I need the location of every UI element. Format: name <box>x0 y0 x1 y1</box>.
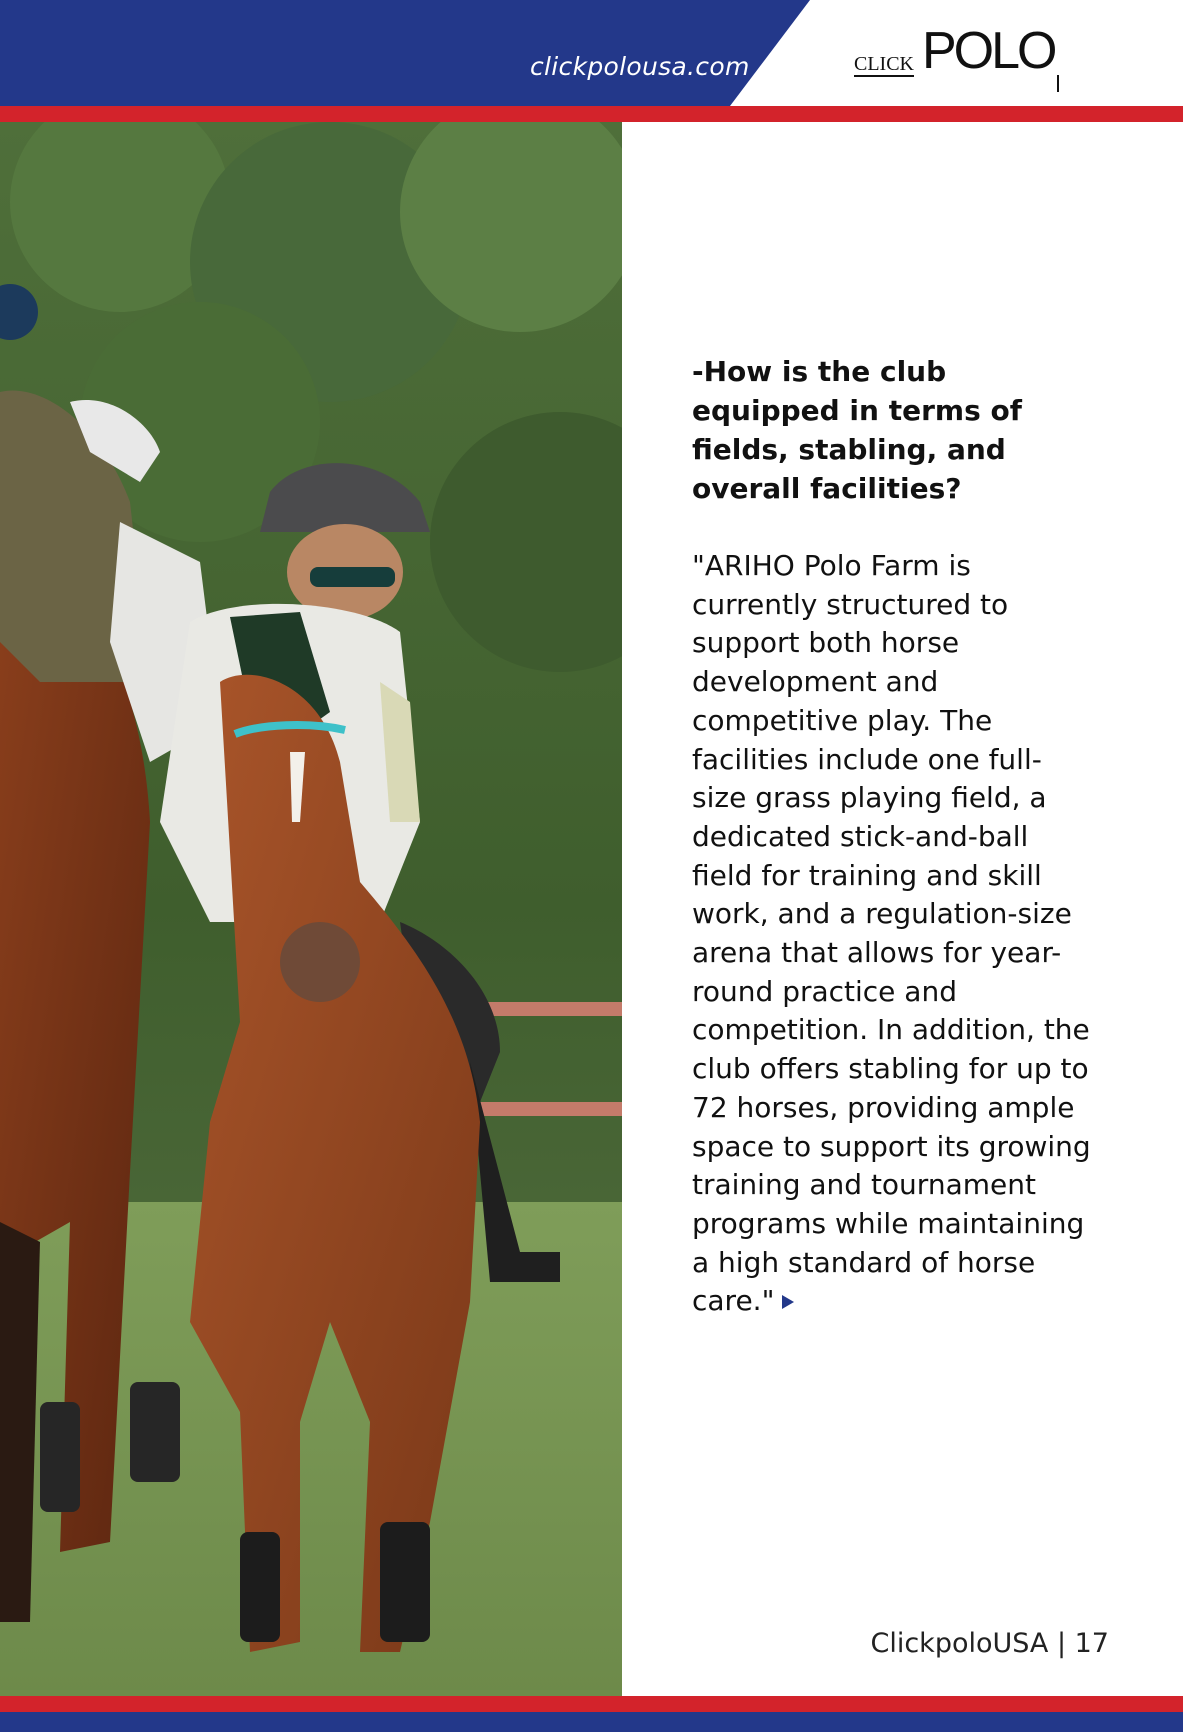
answer-text: "ARIHO Polo Farm is currently structured to support both horse development and competitive play. The facilities include one full-size grass playing field, a dedicated stick-and-ball field for training and skill work, and a regulation-size arena that allows for year-round practice and competition. In addition, the club offers stabling for up to 72 horses, providing ample space to support its growing training and tournament programs while maintaining a high standard of horse care." <box>692 549 1091 1318</box>
logo-tail <box>1057 75 1059 92</box>
clickpolo-logo <box>852 22 1062 95</box>
red-divider-top <box>0 106 1183 122</box>
interview-question: -How is the club equipped in terms of fields, stabling, and overall facilities? <box>692 355 1022 505</box>
logo-click-text: CLICK <box>854 53 914 75</box>
blue-band-bottom <box>0 1712 1183 1732</box>
page-header <box>0 0 1183 106</box>
interview-answer <box>692 547 1092 1321</box>
logo-polo-text: POLO <box>922 22 1055 80</box>
page-number-label: ClickpoloUSA | 17 <box>870 1628 1109 1659</box>
article-body <box>692 352 1092 1321</box>
polo-players-photo <box>0 122 622 1696</box>
red-divider-bottom <box>0 1696 1183 1712</box>
continue-arrow-icon <box>782 1295 794 1309</box>
site-url[interactable]: clickpolousa.com <box>530 52 750 81</box>
